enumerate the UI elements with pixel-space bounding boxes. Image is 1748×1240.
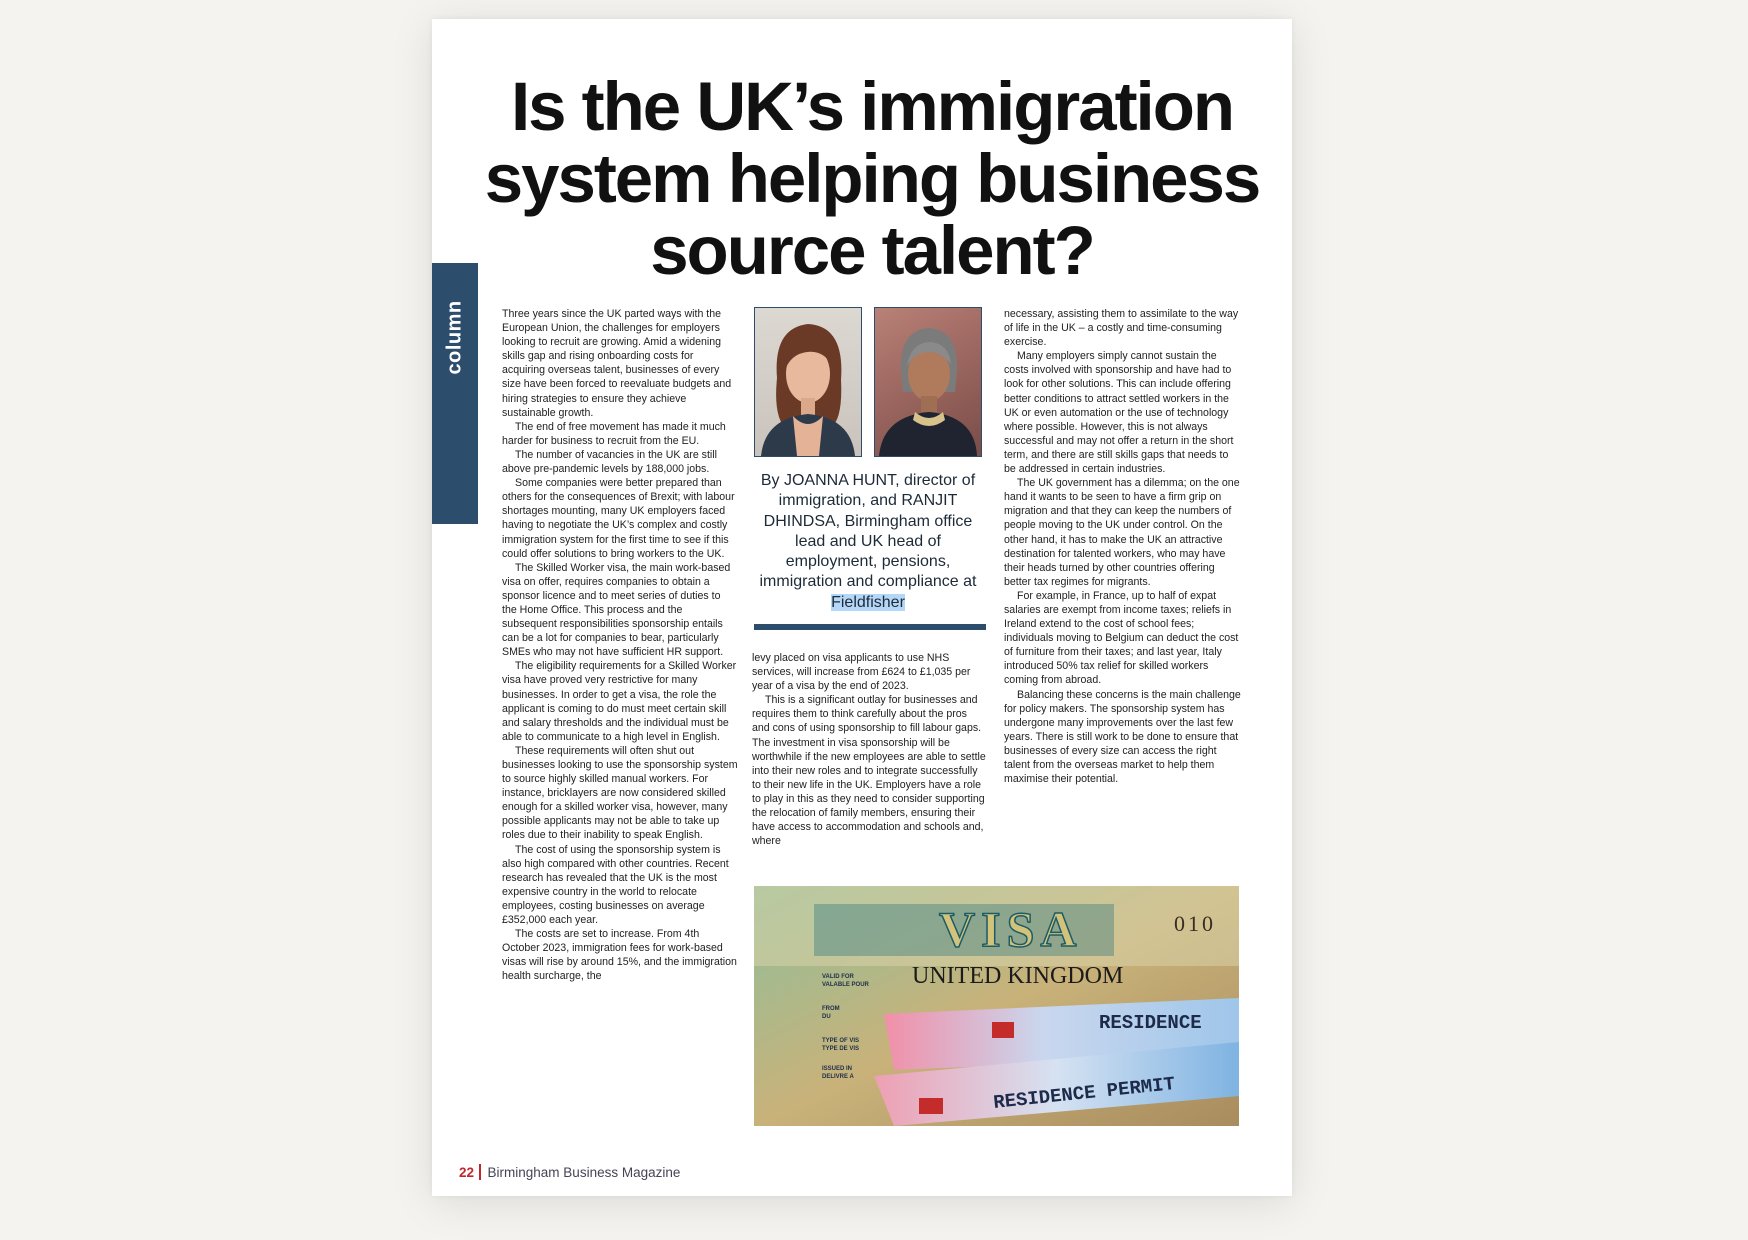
card-residence-permit-label: RESIDENCE PERMIT — [992, 1073, 1177, 1114]
visa-number: 010 — [1174, 911, 1216, 936]
paragraph: The costs are set to increase. From 4th October 2023, immigration fees for work-based visas will rise by around 15%, and the immigration health surcharge, the — [502, 928, 737, 983]
visa-residence-permit-image — [754, 886, 1239, 1126]
svg-text:DELIVRE A: DELIVRE A — [822, 1074, 854, 1080]
article-column-2 — [752, 651, 986, 848]
paragraph: Some companies were better prepared than others for the consequences of Brexit; with labour shortages mounting, many UK employers faced having to negotiate the UK’s complex and costly immigration system for the first time to see if this could offer solutions to bring workers to the UK. — [502, 477, 735, 560]
portrait-icon — [875, 308, 981, 456]
svg-text:FROM: FROM — [822, 1006, 840, 1012]
magazine-page — [432, 19, 1292, 1196]
uk-visa-photo — [754, 886, 1239, 1126]
paragraph: Balancing these concerns is the main challenge for policy makers. The sponsorship system has undergone many improvements over the last few years. There is still work to be done to ensure that businesses of every size can access the right talent from the overseas market to help them maximise their potential. — [1004, 688, 1241, 786]
page-number: 22 — [459, 1164, 475, 1180]
byline-company-highlight: Fieldfisher — [831, 593, 905, 611]
paragraph: The end of free movement has made it much harder for business to recruit from the EU. — [502, 420, 726, 447]
paragraph: The UK government has a dilemma; on the one hand it wants to be seen to have a firm grip on migration and that they can keep the numbers of people moving to the UK under control. On the other hand, it has to make the UK an attractive destination for talented workers, who may have their heads turned by other countries offering better tax regimes for migrants. — [1004, 477, 1240, 588]
svg-text:TYPE OF VIS: TYPE OF VIS — [822, 1038, 860, 1044]
paragraph: The Skilled Worker visa, the main work-based visa on offer, requires companies to obtain a sponsor licence and to meet series of duties to the Home Office. This process and the subsequent responsibilities sponsorship entails can be a lot for companies to bear, particularly SMEs who may not have sufficient HR support. — [502, 561, 731, 659]
author-byline — [754, 471, 982, 613]
svg-text:DU: DU — [822, 1014, 831, 1020]
svg-text:VALID FOR: VALID FOR — [822, 974, 854, 980]
paragraph: The eligibility requirements for a Skilled Worker visa have proved very restrictive for many businesses. In order to get a visa, the role the applicant is coming to do must meet certain skill and salary thresholds and the individual must be able to communicate to a high level in English. — [502, 660, 737, 743]
paragraph: Many employers simply cannot sustain the costs involved with sponsorship and have had to look for other solutions. This can include offering better conditions to attract settled workers in the UK or even automation or the use of technology where possible. However, this is not always successful and may not offer a return in the short term, and there are still skills gaps that needs to be addressed in certain industries. — [1004, 350, 1234, 476]
byline-text: By JOANNA HUNT, director of immigration, and RANJIT DHINDSA, Birmingham office lead and UK head of employment, pensions, immigration and compliance at — [759, 472, 977, 591]
card-residence-label: RESIDENCE — [1099, 1012, 1202, 1034]
article-headline: Is the UK’s immigration system helping business source talent? — [484, 68, 1260, 289]
section-tab — [432, 263, 478, 524]
portrait-icon — [755, 308, 861, 456]
section-tab-label: column — [443, 300, 466, 375]
svg-text:VALABLE POUR: VALABLE POUR — [822, 982, 869, 988]
article-column-3 — [1004, 307, 1242, 786]
visa-country: UNITED KINGDOM — [912, 963, 1124, 989]
paragraph: This is a significant outlay for businesses and requires them to think carefully about the pros and cons of using sponsorship to fill labour gaps. The investment in visa sponsorship will be worthwhile if the new employees are able to settle into their new roles and to integrate successfully to their new life in the UK. Employers have a role to play in this as they need to consider supporting the relocation of family members, ensuring their have access to accommodation and schools and, where — [752, 694, 986, 848]
author-photo-joanna-hunt — [754, 307, 862, 457]
paragraph: These requirements will often shut out businesses looking to use the sponsorship system to source highly skilled manual workers. For instance, bricklayers are now considered skilled enough for a skilled worker visa, however, many possible applicants may not be able to take up roles due to their inability to speak English. — [502, 744, 738, 842]
visa-word: VISA — [939, 901, 1083, 957]
paragraph: Three years since the UK parted ways with the European Union, the challenges for employers looking to recruit are growing. Amid a widening skills gap and rising onboarding costs for acquiring overseas talent, businesses of every size have been forced to reevaluate budgets and hiring strategies to ensure they achieve sustainable growth. — [502, 308, 732, 419]
author-photo-ranjit-dhindsa — [874, 307, 982, 457]
article-column-1 — [502, 307, 738, 984]
paragraph: For example, in France, up to half of expat salaries are exempt from income taxes; reliefs in Ireland extend to the cost of school fees; individuals moving to Belgium can deduct the cost of furniture from their taxes; and last year, Italy introduced 50% tax relief for skilled workers coming from abroad. — [1004, 589, 1239, 687]
paragraph: The cost of using the sponsorship system is also high compared with other countries. Recent research has revealed that the UK is the most expensive country in the world to relocate employees, costing businesses on average £352,000 each year. — [502, 843, 729, 927]
paragraph: necessary, assisting them to assimilate to the way of life in the UK – a costly and time-consuming exercise. — [1004, 308, 1239, 349]
svg-text:ISSUED IN: ISSUED IN — [822, 1066, 853, 1072]
byline-divider — [754, 624, 986, 630]
footer-divider — [479, 1164, 481, 1180]
paragraph: levy placed on visa applicants to use NHS services, will increase from £624 to £1,035 per year of a visa by the end of 2023. — [752, 652, 971, 693]
publication-name: Birmingham Business Magazine — [487, 1164, 681, 1180]
paragraph: The number of vacancies in the UK are still above pre-pandemic levels by 188,000 jobs. — [502, 448, 717, 476]
page-footer — [459, 1164, 680, 1180]
svg-text:TYPE DE VIS: TYPE DE VIS — [822, 1046, 860, 1052]
